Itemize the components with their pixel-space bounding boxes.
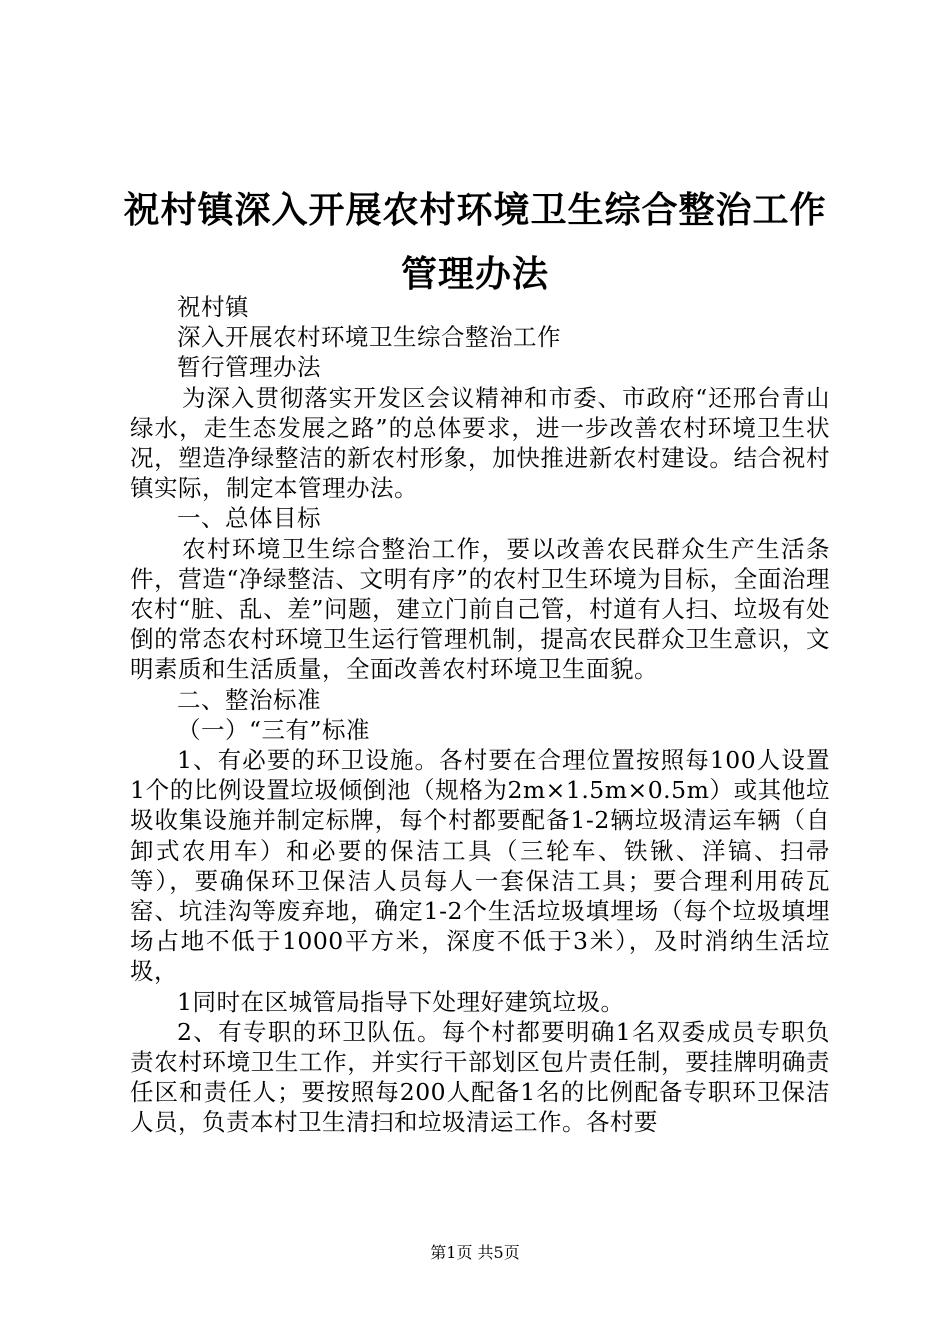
paragraph-construction-waste: 1同时在区城管局指导下处理好建筑垃圾。 (177, 987, 625, 1016)
subtitle-line-work: 深入开展农村环境卫生综合整治工作 (177, 323, 561, 352)
page-footer: 第1页 共5页 (430, 1243, 520, 1262)
paragraph-team: 2、有专职的环卫队伍。每个村都要明确1名双委成员专职负责农村环境卫生工作，并实行干部划区包片责任制，要挂牌明确责任区和责任人；要按照每200人配备1名的比例配备专职环卫保洁人员，负责本村卫生清扫和垃圾清运工作。各村要 (130, 1017, 830, 1137)
section-heading-standard: 二、整治标准 (177, 685, 321, 714)
paragraph-facilities: 1、有必要的环卫设施。各村要在合理位置按照每100人设置1个的比例设置垃圾倾倒池（规格为2m×1.5m×0.5m）或其他垃圾收集设施并制定标牌，每个村都要配备1-2辆垃圾清运车辆（自卸式农用车）和必要的保洁工具（三轮车、铁锹、洋镐、扫帚等），要确保环卫保洁人员每人一套保洁工具；要合理利用砖瓦窑、坑洼沟等废弃地，确定1-2个生活垃圾填埋场（每个垃圾填埋场占地不低于1000平方米，深度不低于3米），及时消纳生活垃圾， (130, 746, 830, 986)
paragraph-intro: 为深入贯彻落实开发区会议精神和市委、市政府“还邢台青山绿水，走生态发展之路”的总体要求，进一步改善农村环境卫生状况，塑造净绿整洁的新农村形象，加快推进新农村建设。结合祝村镇实际，制定本管理办法。 (130, 383, 830, 503)
subtitle-line-town: 祝村镇 (177, 293, 249, 321)
section-heading-goal: 一、总体目标 (177, 504, 321, 533)
paragraph-goal: 农村环境卫生综合整治工作，要以改善农民群众生产生活条件，营造“净绿整洁、文明有序”的农村卫生环境为目标，全面治理农村“脏、乱、差”问题，建立门前自己管，村道有人扫、垃圾有处倒的常态农村环境卫生运行管理机制，提高农民群众卫生意识，文明素质和生活质量，全面改善农村环境卫生面貌。 (130, 534, 830, 684)
document-title: 祝村镇深入开展农村环境卫生综合整治工作管理办法 (123, 189, 827, 295)
document-body (130, 292, 830, 1138)
subsection-heading-three: （一）“三有”标准 (177, 715, 371, 744)
subtitle-line-method: 暂行管理办法 (177, 353, 321, 382)
